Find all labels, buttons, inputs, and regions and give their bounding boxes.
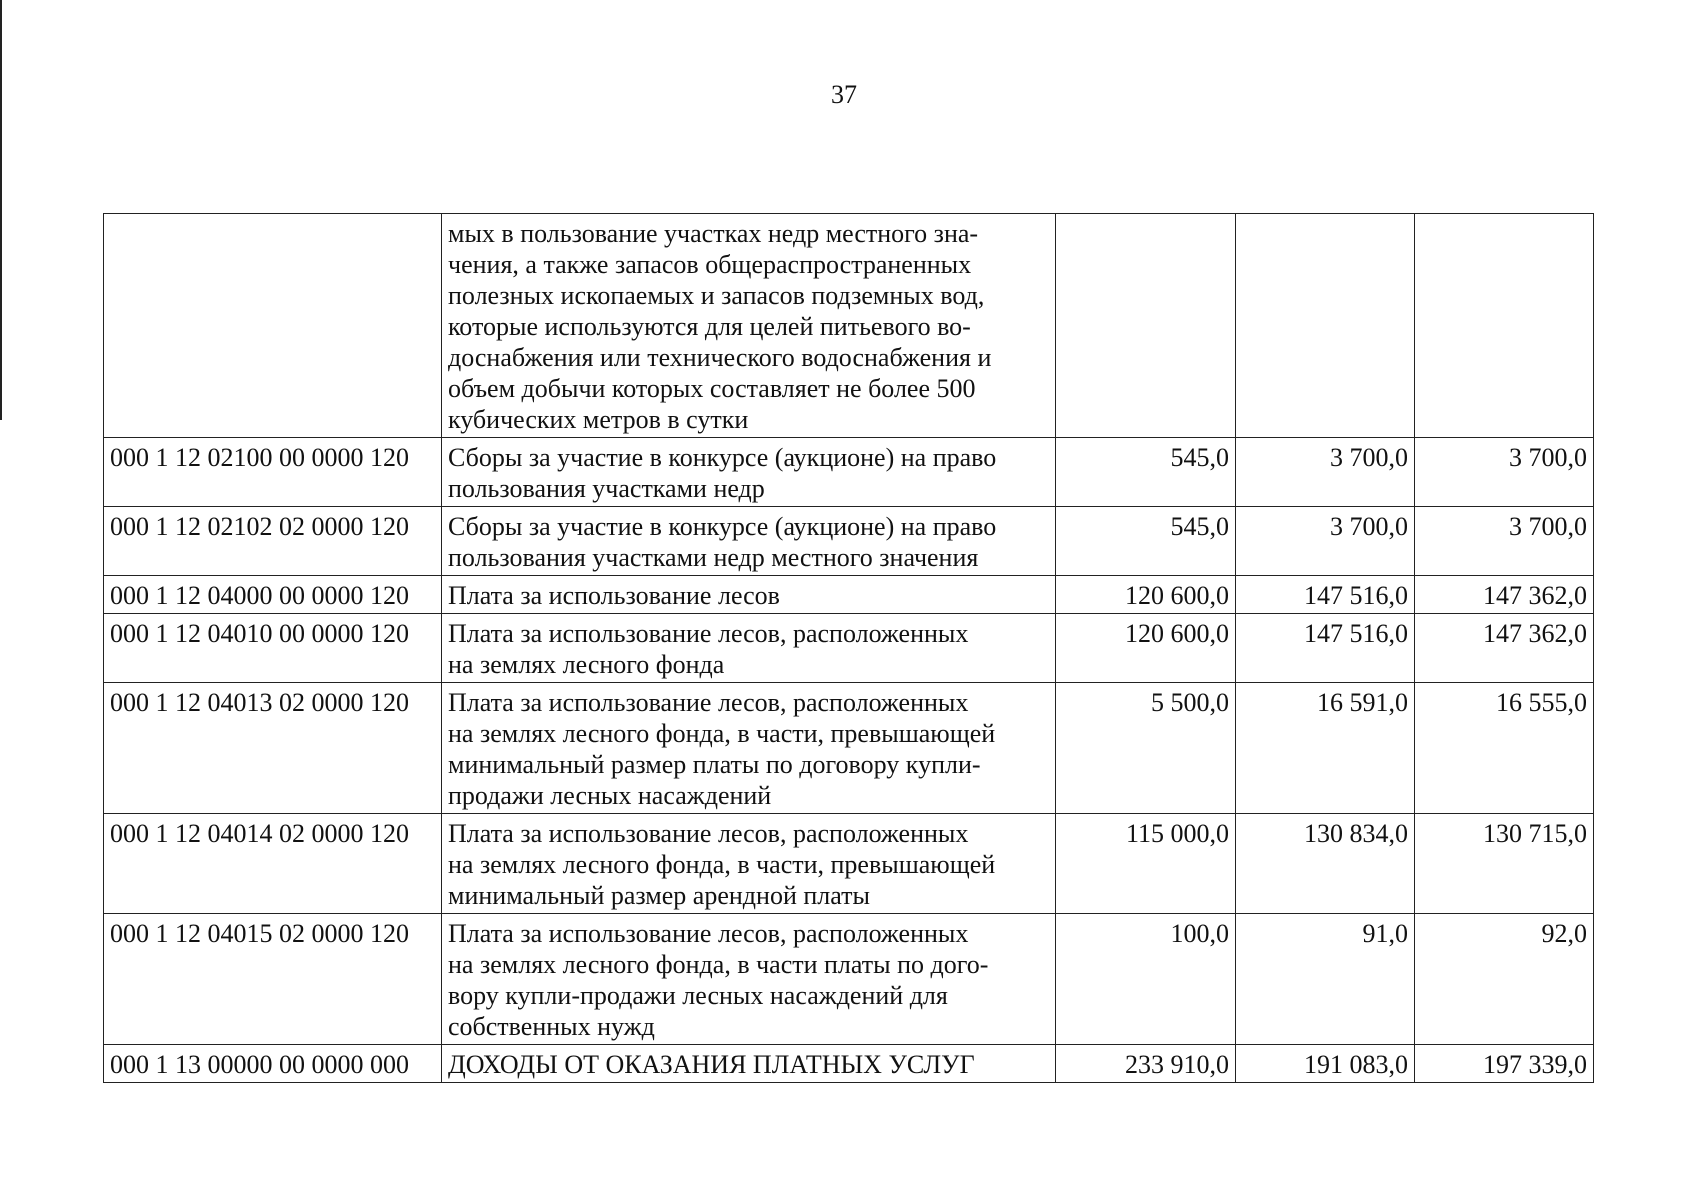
budget-code-cell: 000 1 12 02100 00 0000 120	[104, 438, 442, 507]
revenue-name-line: чения, а также запасов общераспространенных	[448, 250, 972, 279]
revenue-name-cell	[442, 438, 1056, 507]
amount-cell-3: 147 362,0	[1415, 614, 1594, 683]
revenue-name-line: собственных нужд	[448, 1012, 655, 1041]
table-row	[104, 914, 1594, 1045]
amount-cell-2: 3 700,0	[1236, 507, 1415, 576]
revenue-name-line: доснабжения или технического водоснабжения и	[448, 343, 992, 372]
amount-cell-3: 147 362,0	[1415, 576, 1594, 614]
revenue-name-line: на землях лесного фонда	[448, 650, 725, 679]
revenue-name-line: полезных ископаемых и запасов подземных вод,	[448, 281, 985, 310]
budget-code-cell: 000 1 12 04014 02 0000 120	[104, 814, 442, 914]
revenue-name-line: мых в пользование участках недр местного зна-	[448, 219, 979, 248]
amount-cell-2: 191 083,0	[1236, 1045, 1415, 1083]
table-row	[104, 683, 1594, 814]
table-row	[104, 438, 1594, 507]
amount-cell-3	[1415, 214, 1594, 438]
budget-code-cell: 000 1 12 04015 02 0000 120	[104, 914, 442, 1045]
amount-cell-3: 3 700,0	[1415, 507, 1594, 576]
revenue-name-line: продажи лесных насаждений	[448, 781, 772, 810]
revenue-name-line: минимальный размер платы по договору купли-	[448, 750, 981, 779]
table-row	[104, 214, 1594, 438]
revenue-name-cell	[442, 814, 1056, 914]
revenue-table	[103, 213, 1594, 1083]
budget-code-cell	[104, 214, 442, 438]
amount-cell-1	[1056, 214, 1236, 438]
amount-cell-2	[1236, 214, 1415, 438]
revenue-table-body	[104, 214, 1594, 1083]
revenue-name-line: Плата за использование лесов, расположенных	[448, 619, 969, 648]
amount-cell-1: 100,0	[1056, 914, 1236, 1045]
scan-edge-line	[0, 0, 2, 420]
amount-cell-1: 120 600,0	[1056, 614, 1236, 683]
revenue-name-line: на землях лесного фонда, в части платы по дого-	[448, 950, 989, 979]
amount-cell-3: 16 555,0	[1415, 683, 1594, 814]
amount-cell-2: 16 591,0	[1236, 683, 1415, 814]
revenue-name-line: минимальный размер арендной платы	[448, 881, 870, 910]
amount-cell-3: 92,0	[1415, 914, 1594, 1045]
table-row	[104, 576, 1594, 614]
revenue-name-cell	[442, 914, 1056, 1045]
revenue-name-line: на землях лесного фонда, в части, превышающей	[448, 719, 996, 748]
revenue-name-line: пользования участками недр	[448, 474, 765, 503]
amount-cell-2: 147 516,0	[1236, 614, 1415, 683]
revenue-name-line: Плата за использование лесов, расположенных	[448, 819, 969, 848]
revenue-name-line: Плата за использование лесов, расположенных	[448, 688, 969, 717]
table-row	[104, 814, 1594, 914]
revenue-name-line: пользования участками недр местного значения	[448, 543, 979, 572]
revenue-name-line: ДОХОДЫ ОТ ОКАЗАНИЯ ПЛАТНЫХ УСЛУГ	[448, 1050, 975, 1079]
amount-cell-3: 3 700,0	[1415, 438, 1594, 507]
amount-cell-1: 5 500,0	[1056, 683, 1236, 814]
revenue-name-line: которые используются для целей питьевого во-	[448, 312, 971, 341]
revenue-name-line: объем добычи которых составляет не более 500	[448, 374, 976, 403]
budget-code-cell: 000 1 12 02102 02 0000 120	[104, 507, 442, 576]
revenue-name-cell	[442, 683, 1056, 814]
amount-cell-2: 147 516,0	[1236, 576, 1415, 614]
table-row	[104, 507, 1594, 576]
budget-code-cell: 000 1 13 00000 00 0000 000	[104, 1045, 442, 1083]
revenue-name-cell	[442, 576, 1056, 614]
revenue-name-cell	[442, 1045, 1056, 1083]
amount-cell-1: 545,0	[1056, 438, 1236, 507]
amount-cell-1: 545,0	[1056, 507, 1236, 576]
revenue-name-cell	[442, 614, 1056, 683]
amount-cell-1: 233 910,0	[1056, 1045, 1236, 1083]
budget-code-cell: 000 1 12 04000 00 0000 120	[104, 576, 442, 614]
amount-cell-1: 115 000,0	[1056, 814, 1236, 914]
amount-cell-2: 130 834,0	[1236, 814, 1415, 914]
revenue-name-line: Плата за использование лесов, расположенных	[448, 919, 969, 948]
revenue-name-line: Сборы за участие в конкурсе (аукционе) на право	[448, 512, 997, 541]
budget-code-cell: 000 1 12 04010 00 0000 120	[104, 614, 442, 683]
revenue-name-line: Плата за использование лесов	[448, 581, 780, 610]
table-row	[104, 614, 1594, 683]
amount-cell-2: 3 700,0	[1236, 438, 1415, 507]
revenue-name-cell	[442, 507, 1056, 576]
revenue-name-line: Сборы за участие в конкурсе (аукционе) на право	[448, 443, 997, 472]
budget-code-cell: 000 1 12 04013 02 0000 120	[104, 683, 442, 814]
amount-cell-2: 91,0	[1236, 914, 1415, 1045]
revenue-name-line: вору купли-продажи лесных насаждений для	[448, 981, 948, 1010]
amount-cell-1: 120 600,0	[1056, 576, 1236, 614]
page-number: 37	[831, 80, 857, 109]
revenue-name-cell	[442, 214, 1056, 438]
amount-cell-3: 130 715,0	[1415, 814, 1594, 914]
table-row	[104, 1045, 1594, 1083]
revenue-name-line: на землях лесного фонда, в части, превышающей	[448, 850, 996, 879]
amount-cell-3: 197 339,0	[1415, 1045, 1594, 1083]
revenue-name-line: кубических метров в сутки	[448, 405, 749, 434]
